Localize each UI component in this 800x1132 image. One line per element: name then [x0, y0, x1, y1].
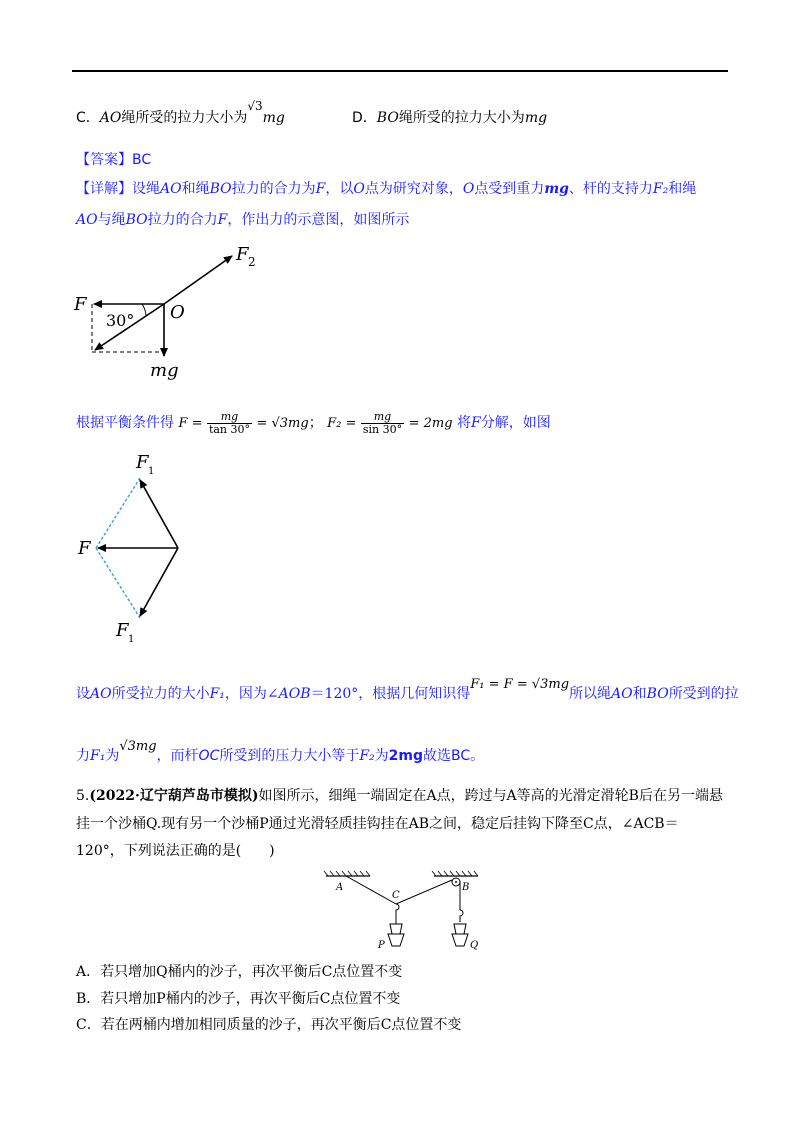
pulley-axle [455, 881, 457, 883]
q5-line-2: 挂一个沙桶Q.现有另一个沙桶P通过光滑轻质挂钩挂在AB之间，稳定后挂钩下降至C点，∠ACB＝ [76, 816, 679, 832]
arrow-f1-lower [140, 548, 178, 616]
bucket-p [388, 934, 404, 946]
bucket-q-top [454, 924, 466, 934]
q5-line-3: 120°，下列说法正确的是( ) [76, 843, 275, 859]
q5-option-a: A．若只增加Q桶内的沙子，再次平衡后C点位置不变 [76, 964, 403, 980]
force-diagram-2 [70, 450, 200, 650]
ceiling-left-hatch [324, 871, 370, 876]
rope-ac [346, 876, 396, 904]
label-f1-lower-sub: 1 [128, 634, 135, 645]
option-c: C．AO绳所受的拉力大小为√3mg [76, 99, 285, 126]
option-d: D．BO绳所受的拉力大小为mg [352, 110, 548, 126]
q5-option-b: B．若只增加P桶内的沙子，再次平衡后C点位置不变 [76, 991, 401, 1007]
angle-arc [142, 304, 146, 316]
label-f: F [78, 538, 91, 559]
label-f2: F [236, 244, 249, 265]
balance-line: 根据平衡条件得 F = $\frac{mg}{\tan 30^\circ}$ = √3mg； F₂ = $\frac{mg}{\sin 30^\circ}$ = 2mg 将F分解，如图 [76, 409, 551, 436]
hook-q [460, 910, 463, 922]
hook-c [396, 904, 399, 916]
arrow-f1-upper [140, 480, 178, 548]
bucket-q [452, 934, 468, 946]
label-b: B [462, 882, 470, 893]
force-diagram-1 [60, 238, 280, 388]
arrow-f2 [164, 256, 232, 304]
conclusion-line-2: 力F₁为√3mg，而杆OC所受到的压力大小等于F₂为2mg故选BC。 [76, 739, 485, 764]
dotted-lower [96, 548, 140, 618]
top-rule [72, 70, 728, 72]
label-mg: mg [150, 360, 179, 381]
label-angle: 30° [106, 311, 135, 330]
ceiling-right-hatch [432, 871, 478, 876]
answer-line: 【答案】BC [76, 152, 152, 168]
bucket-p-top [390, 924, 402, 934]
dotted-upper [96, 478, 140, 548]
q5-option-c: C．若在两桶内增加相同质量的沙子，再次平衡后C点位置不变 [76, 1017, 462, 1033]
label-q: Q [470, 940, 479, 951]
label-o: O [170, 302, 185, 323]
label-f: F [74, 294, 87, 315]
q5-line-1: 5.(2022·辽宁葫芦岛市模拟)如图所示，细绳一端固定在A点，跨过与A等高的光滑定滑轮B后在另一端悬 [76, 788, 723, 804]
label-f1-upper-sub: 1 [148, 466, 155, 477]
pulley-figure [320, 868, 490, 958]
detail-line-2: AO与绳BO拉力的合力F，作出力的示意图，如图所示 [76, 212, 410, 228]
label-f1-upper: F [136, 452, 149, 473]
label-f2-sub: 2 [248, 255, 256, 269]
label-f1-lower: F [116, 620, 129, 641]
label-p: P [378, 940, 385, 951]
detail-line-1: 【详解】设绳AO和绳BO拉力的合力为F，以O点为研究对象，O点受到重力mg、杆的支持力F₂和绳 [76, 181, 697, 197]
label-a: A [336, 882, 344, 893]
conclusion-line-1: 设AO所受拉力的大小F₁，因为∠AOB＝120°，根据几何知识得F₁ = F = √3mg所以绳AO和BO所受到的拉 [76, 677, 739, 702]
label-c: C [392, 890, 400, 901]
rope-cb [396, 880, 452, 904]
